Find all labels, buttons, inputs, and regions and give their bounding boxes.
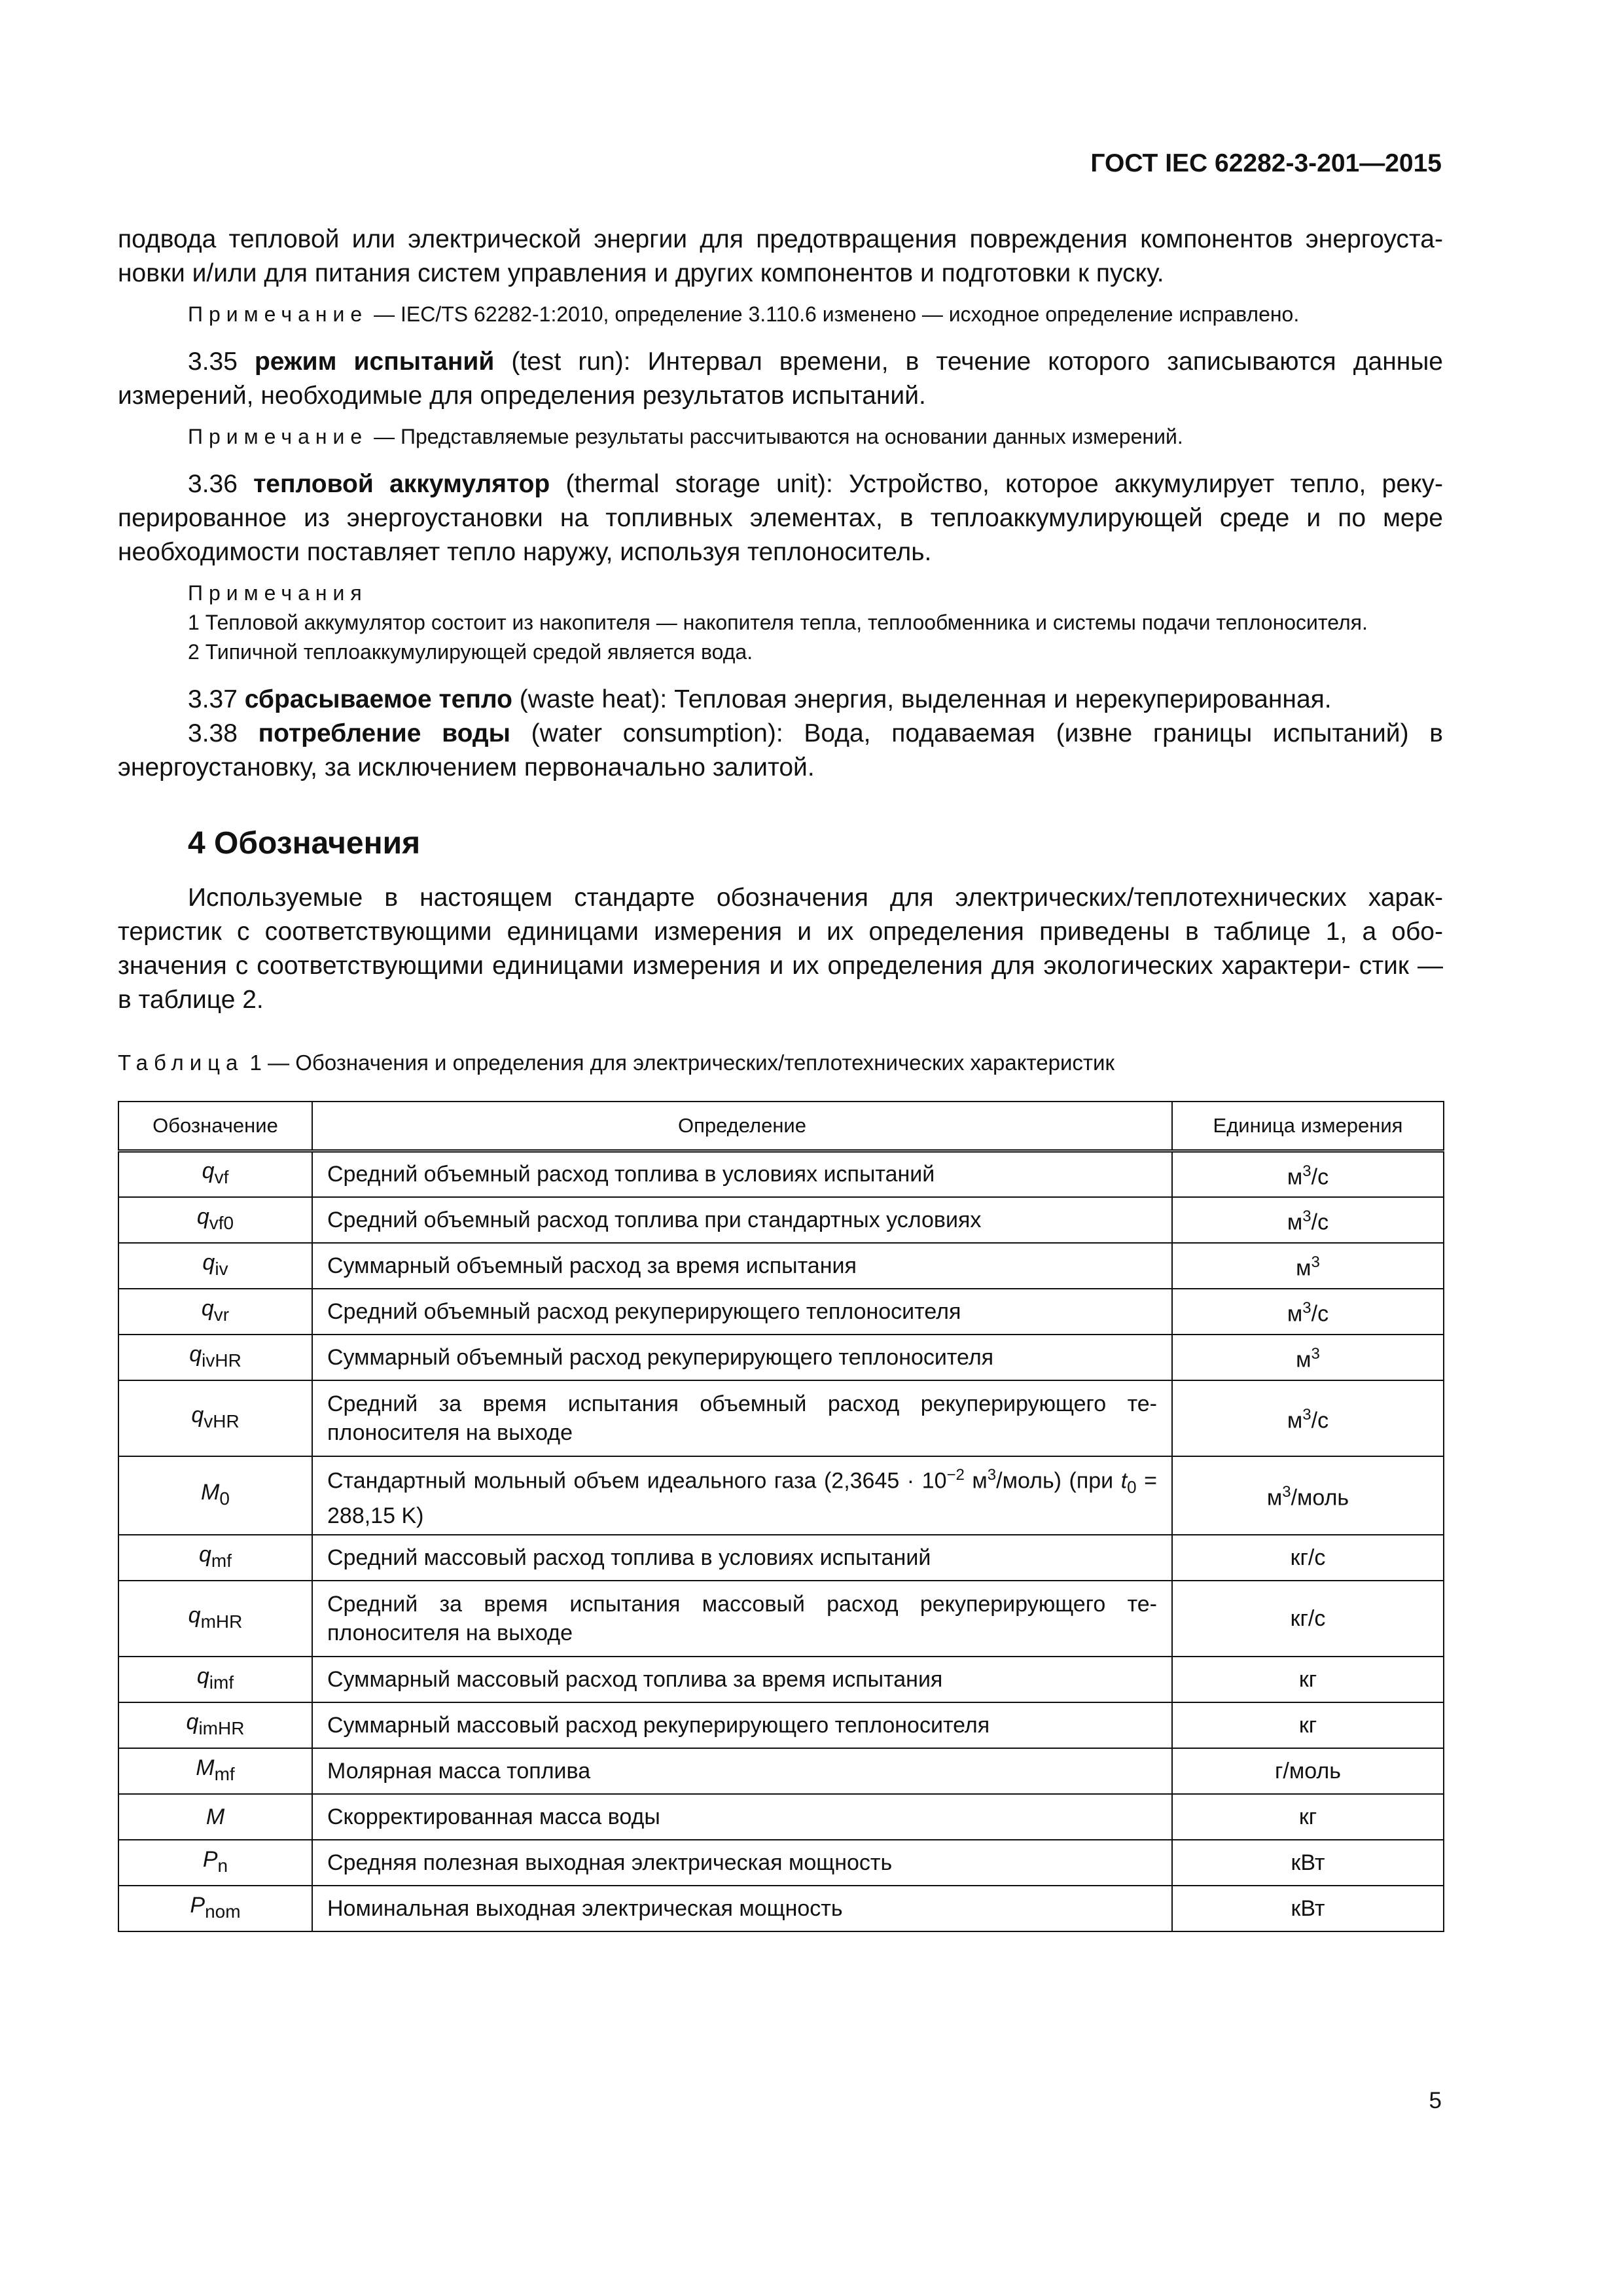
document-id-header: ГОСТ IEC 62282-3-201—2015 xyxy=(1090,149,1442,177)
definition-cell xyxy=(312,1886,1172,1931)
definition-cell xyxy=(312,1289,1172,1335)
symbol-cell xyxy=(118,1748,312,1794)
symbol-subscript: mHR xyxy=(200,1611,243,1632)
symbol-subscript: vr xyxy=(213,1304,230,1325)
unit-base: м xyxy=(1287,1164,1303,1190)
unit-cell xyxy=(1172,1840,1444,1886)
table-row xyxy=(118,1657,1444,1702)
definition-text: Средняя полезная выходная электрическая мощность xyxy=(327,1850,893,1875)
unit-tail: /с xyxy=(1311,1301,1329,1327)
unit-base: кг xyxy=(1298,1666,1317,1692)
definition-part: /моль) (при xyxy=(996,1467,1121,1493)
symbol-base: q xyxy=(196,1663,209,1689)
symbol-cell xyxy=(118,1380,312,1456)
symbol-subscript: nom xyxy=(205,1901,241,1922)
note-text: — IEC/TS 62282-1:2010, определение 3.110.6 изменено — исходное определение исправлено. xyxy=(368,302,1300,326)
paragraph-intro: подвода тепловой или электрической энергии для предотвращения повреждения компонентов энергоуста- новки и/или для питания систем управления и других компонентов и подготовки к пуску. xyxy=(118,225,1443,287)
term-number: 3.37 xyxy=(188,685,245,713)
term-3-38 xyxy=(118,717,1443,785)
notes-3-item-1: 1 Тепловой аккумулятор состоит из накопителя — накопителя тепла, теплообменника и системы подачи теплоносителя. xyxy=(188,611,1368,634)
definition-text: Суммарный массовый расход рекуперирующего теплоносителя xyxy=(327,1712,990,1738)
definition-text: Средний объемный расход топлива в условиях испытаний xyxy=(327,1162,935,1187)
symbol-subscript: n xyxy=(217,1855,228,1876)
definition-cell xyxy=(312,1151,1172,1197)
note-1 xyxy=(118,300,1443,329)
symbol-base: q xyxy=(189,1341,202,1367)
page-number: 5 xyxy=(1429,2088,1442,2113)
unit-cell xyxy=(1172,1794,1444,1840)
symbol-cell xyxy=(118,1581,312,1657)
symbol-base: q xyxy=(201,1295,214,1321)
caption-label: Таблица xyxy=(118,1050,244,1075)
unit-cell xyxy=(1172,1380,1444,1456)
table-row xyxy=(118,1456,1444,1535)
unit-exponent: 3 xyxy=(1302,1299,1311,1318)
definition-text: Номинальная выходная электрическая мощность xyxy=(327,1895,843,1921)
symbol-base: M xyxy=(201,1479,220,1505)
symbol-cell xyxy=(118,1197,312,1243)
definition-cell xyxy=(312,1794,1172,1840)
unit-base: кг/с xyxy=(1290,1605,1326,1631)
symbol-base: q xyxy=(196,1204,209,1229)
symbol-subscript: imf xyxy=(209,1672,234,1693)
unit-cell xyxy=(1172,1151,1444,1197)
section-body: Используемые в настоящем стандарте обозначения для электрических/теплотехнических харак- теристик с соответствующими единицами измерения и их определения приведены в таблице 1, а обо- значения с соответствующими единицами измерения и их определения для экологических характери- стик — в таблице 2. xyxy=(118,884,1443,1014)
term-number: 3.36 xyxy=(188,470,254,498)
unit-cell xyxy=(1172,1657,1444,1702)
term-definition: (test run): Интервал времени, в течение которого записываются данные измерений, необходимые для определения результатов испытаний. xyxy=(118,348,1443,410)
unit-tail: /с xyxy=(1311,1164,1329,1190)
symbol-base: q xyxy=(186,1709,199,1734)
term-3-35 xyxy=(118,345,1443,413)
symbol-cell xyxy=(118,1289,312,1335)
term-name: режим испытаний xyxy=(254,348,495,376)
unit-base: м xyxy=(1266,1485,1283,1511)
symbol-cell xyxy=(118,1702,312,1748)
symbol-cell xyxy=(118,1335,312,1380)
table-caption xyxy=(118,1049,1443,1077)
symbol-subscript: imHR xyxy=(198,1717,245,1738)
unit-exponent: 3 xyxy=(1282,1483,1291,1501)
term-3-37 xyxy=(118,683,1443,717)
symbol-base: q xyxy=(191,1402,204,1427)
unit-base: кг xyxy=(1298,1804,1317,1829)
table-row xyxy=(118,1702,1444,1748)
table-row xyxy=(118,1335,1444,1380)
unit-cell xyxy=(1172,1289,1444,1335)
exponent: 3 xyxy=(987,1465,997,1484)
unit-tail: /с xyxy=(1311,1408,1329,1433)
symbol-cell xyxy=(118,1243,312,1289)
symbol-subscript: mf xyxy=(214,1763,235,1784)
unit-cell xyxy=(1172,1243,1444,1289)
symbol-cell xyxy=(118,1535,312,1581)
unit-exponent: 3 xyxy=(1302,1162,1311,1181)
definition-text: Средний массовый расход топлива в условиях испытаний xyxy=(327,1545,931,1570)
definition-text: Суммарный массовый расход топлива за время испытания xyxy=(327,1666,943,1692)
notes-3-label xyxy=(118,579,1443,608)
term-number: 3.38 xyxy=(188,719,259,747)
term-definition: (water consumption): Вода, подаваемая (извне границы испытаний) в энергоустановку, за исключением первоначально залитой. xyxy=(118,719,1443,781)
table-row xyxy=(118,1243,1444,1289)
unit-exponent: 3 xyxy=(1311,1253,1320,1272)
symbol-subscript: iv xyxy=(215,1258,228,1279)
header-definition: Определение xyxy=(312,1102,1172,1151)
definition-part: = 288,15 K) xyxy=(327,1467,1157,1528)
table-row xyxy=(118,1840,1444,1886)
section-title: 4 Обозначения xyxy=(188,826,421,861)
unit-base: м xyxy=(1287,1301,1303,1327)
term-definition: (thermal storage unit): Устройство, которое аккумулирует тепло, реку- перированное из энергоустановки на топливных элементах, в теплоаккумулирующей среде и по мере необходимости поставляет тепло наружу, используя теплоноситель. xyxy=(118,470,1443,566)
table-row xyxy=(118,1794,1444,1840)
definition-text: Молярная масса топлива xyxy=(327,1758,591,1784)
definition-text: Средний за время испытания массовый расход рекуперирующего те- плоносителя на выходе xyxy=(327,1591,1157,1645)
table-row xyxy=(118,1380,1444,1456)
note-label: Примечание xyxy=(188,302,368,326)
symbol-subscript: vf0 xyxy=(209,1212,234,1233)
unit-base: г/моль xyxy=(1275,1758,1341,1784)
notes-3-item-2: 2 Типичной теплоаккумулирующей средой является вода. xyxy=(188,640,753,664)
definition-cell xyxy=(312,1535,1172,1581)
symbol-subscript: vf xyxy=(214,1167,229,1188)
definition-text: Средний объемный расход рекуперирующего теплоносителя xyxy=(327,1299,961,1324)
caption-text: 1 — Обозначения и определения для электрических/теплотехнических характеристик xyxy=(243,1050,1115,1075)
definition-cell xyxy=(312,1243,1172,1289)
note-label: Примечания xyxy=(188,581,368,605)
definition-text: Суммарный объемный расход рекуперирующего теплоносителя xyxy=(327,1344,994,1370)
unit-base: кг xyxy=(1298,1712,1317,1738)
table-row xyxy=(118,1197,1444,1243)
symbol-cell xyxy=(118,1456,312,1535)
unit-exponent: 3 xyxy=(1302,1406,1311,1424)
symbol-subscript: mf xyxy=(211,1550,232,1571)
definition-cell xyxy=(312,1748,1172,1794)
definition-part: Стандартный мольный объем идеального газа (2,3645 · 10 xyxy=(327,1467,947,1493)
definition-cell xyxy=(312,1840,1172,1886)
exponent: −2 xyxy=(946,1465,965,1484)
term-number: 3.35 xyxy=(188,348,255,376)
unit-cell xyxy=(1172,1456,1444,1535)
unit-cell xyxy=(1172,1702,1444,1748)
symbol-base: q xyxy=(198,1541,211,1567)
variable: t xyxy=(1120,1467,1128,1493)
term-name: сбрасываемое тепло xyxy=(244,685,512,713)
symbol-subscript: vHR xyxy=(204,1410,240,1431)
symbol-cell xyxy=(118,1886,312,1931)
symbol-cell xyxy=(118,1794,312,1840)
table-row xyxy=(118,1886,1444,1931)
header-unit: Единица измерения xyxy=(1172,1102,1444,1151)
term-name: тепловой аккумулятор xyxy=(253,470,550,498)
unit-base: м xyxy=(1287,1408,1303,1433)
definition-text: Средний за время испытания объемный расход рекуперирующего те- плоносителя на выходе xyxy=(327,1391,1157,1445)
unit-base: кг/с xyxy=(1290,1545,1326,1570)
unit-exponent: 3 xyxy=(1302,1208,1311,1226)
definition-part: м xyxy=(964,1467,988,1493)
unit-cell xyxy=(1172,1335,1444,1380)
symbol-base: M xyxy=(196,1755,215,1780)
symbol-base: P xyxy=(190,1892,205,1918)
definition-cell xyxy=(312,1702,1172,1748)
definition-cell xyxy=(312,1456,1172,1535)
term-name: потребление воды xyxy=(258,719,510,747)
definitions-table xyxy=(118,1101,1444,1932)
definition-text: Средний объемный расход топлива при стандартных условиях xyxy=(327,1207,982,1232)
definition-cell xyxy=(312,1380,1172,1456)
unit-exponent: 3 xyxy=(1311,1345,1320,1363)
table-row xyxy=(118,1748,1444,1794)
symbol-base: M xyxy=(205,1804,225,1829)
unit-base: м xyxy=(1287,1210,1303,1235)
page-content xyxy=(118,223,1443,1932)
symbol-subscript: ivHR xyxy=(202,1350,241,1371)
table-row xyxy=(118,1535,1444,1581)
symbol-base: q xyxy=(202,1158,215,1184)
symbol-base: q xyxy=(188,1602,201,1628)
definition-cell xyxy=(312,1581,1172,1657)
symbol-cell xyxy=(118,1840,312,1886)
unit-cell xyxy=(1172,1535,1444,1581)
unit-cell xyxy=(1172,1581,1444,1657)
note-label: Примечание xyxy=(188,425,368,448)
note-2 xyxy=(118,422,1443,452)
symbol-subscript: 0 xyxy=(219,1488,230,1509)
note-text: — Представляемые результаты рассчитываются на основании данных измерений. xyxy=(368,425,1183,448)
unit-cell xyxy=(1172,1748,1444,1794)
table-row xyxy=(118,1581,1444,1657)
symbol-cell xyxy=(118,1151,312,1197)
term-3-36 xyxy=(118,467,1443,569)
table-row xyxy=(118,1151,1444,1197)
symbol-cell xyxy=(118,1657,312,1702)
variable-subscript: 0 xyxy=(1127,1477,1137,1497)
unit-tail: /моль xyxy=(1291,1485,1349,1511)
table-header-row xyxy=(118,1102,1444,1151)
definition-cell xyxy=(312,1335,1172,1380)
definition-text: Скорректированная масса воды xyxy=(327,1804,660,1829)
unit-base: м xyxy=(1296,1347,1311,1372)
definition-cell xyxy=(312,1657,1172,1702)
unit-cell xyxy=(1172,1886,1444,1931)
unit-tail: /с xyxy=(1311,1210,1329,1235)
unit-base: кВт xyxy=(1291,1895,1325,1921)
unit-cell xyxy=(1172,1197,1444,1243)
header-symbol: Обозначение xyxy=(118,1102,312,1151)
definition-cell xyxy=(312,1197,1172,1243)
table-row xyxy=(118,1289,1444,1335)
term-definition: (waste heat): Тепловая энергия, выделенная и нерекуперированная. xyxy=(512,685,1332,713)
symbol-base: P xyxy=(202,1846,218,1872)
definition-text: Суммарный объемный расход за время испытания xyxy=(327,1253,857,1278)
symbol-base: q xyxy=(202,1249,215,1275)
unit-base: м xyxy=(1296,1255,1311,1281)
unit-base: кВт xyxy=(1291,1850,1325,1875)
